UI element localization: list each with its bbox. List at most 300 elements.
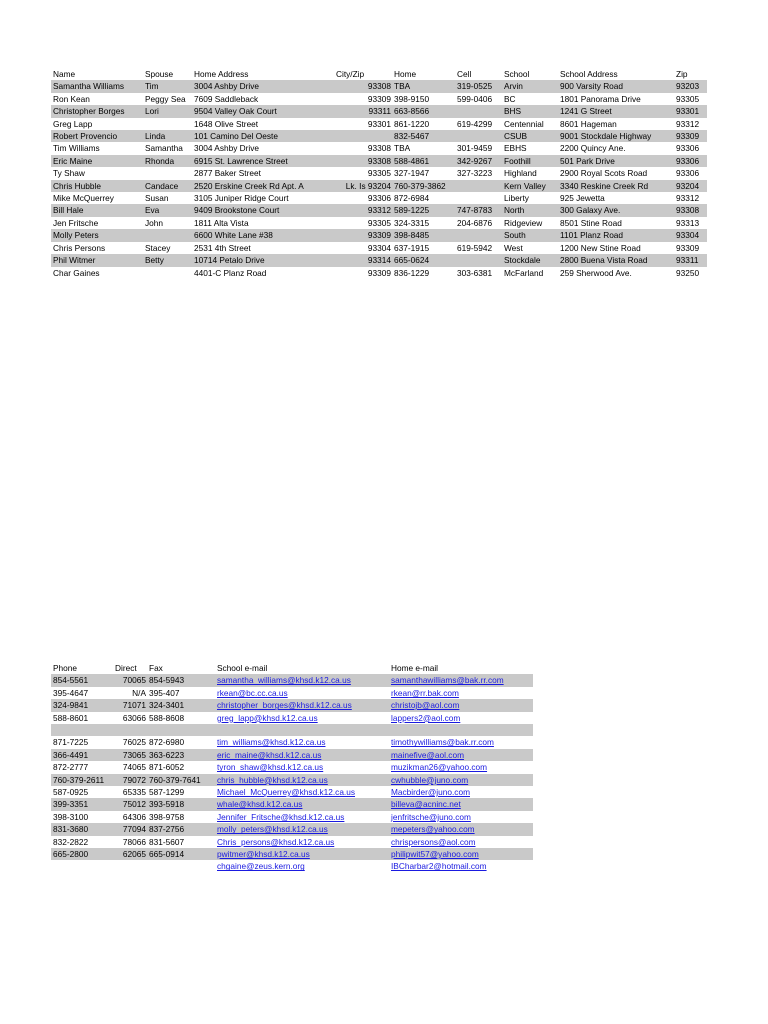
cell-school-email <box>215 786 389 798</box>
cell-cell-phone: 327-3223 <box>457 168 493 179</box>
cell-zip: 93203 <box>674 80 707 92</box>
cell-home-email <box>389 774 533 786</box>
school-email-link[interactable]: pwitmer@khsd.k12.ca.us <box>217 849 310 860</box>
cell-phone: 665-2800 <box>51 848 113 860</box>
cell-phone: 588-8601 <box>53 712 89 723</box>
cell-phone: 760-379-2611 <box>51 774 113 786</box>
cell-city-zip: 93308 <box>334 155 392 167</box>
cell-spouse: Linda <box>143 130 192 142</box>
cell-city-zip: 93305 <box>367 217 391 228</box>
contact-row <box>51 204 707 216</box>
cell-name: Chris Persons <box>53 242 106 253</box>
school-email-link[interactable]: Michael_McQuerrey@khsd.k12.ca.us <box>217 787 356 798</box>
cell-city-zip: 93311 <box>334 105 392 117</box>
email-row <box>51 687 533 699</box>
cell-zip: 93308 <box>674 204 707 216</box>
header-phone: Phone <box>53 663 77 673</box>
cell-spouse: Eva <box>143 204 192 216</box>
header-spouse: Spouse <box>145 69 174 79</box>
cell-city-zip: 93309 <box>334 229 392 241</box>
home-email-link[interactable]: billeva@acninc.net <box>391 799 461 810</box>
home-email-link[interactable]: mepeters@yahoo.com <box>391 824 475 835</box>
cell-spouse: Rhonda <box>143 155 192 167</box>
cell-home-phone: 832-5467 <box>392 130 455 142</box>
cell-school-address: 300 Galaxy Ave. <box>558 204 674 216</box>
cell-phone: 854-5561 <box>51 674 113 686</box>
cell-name: Samantha Williams <box>51 80 143 92</box>
cell-city-zip: 93308 <box>367 143 391 154</box>
cell-home-email <box>389 798 533 810</box>
cell-school-email <box>215 860 389 872</box>
header-zip: Zip <box>676 69 688 79</box>
cell-home-phone: 324-3315 <box>394 217 430 228</box>
cell-phone: 324-9841 <box>51 699 113 711</box>
header-school: School <box>504 69 530 79</box>
cell-fax <box>147 724 215 736</box>
cell-zip: 93312 <box>676 193 700 204</box>
email-row <box>51 811 533 823</box>
cell-phone: 366-4491 <box>51 749 113 761</box>
email-row <box>51 712 533 724</box>
cell-home-email <box>389 848 533 860</box>
email-row <box>51 724 533 736</box>
email-header-row <box>51 662 533 674</box>
email-row <box>51 749 533 761</box>
cell-school-email <box>215 811 389 823</box>
cell-name: Jen Fritsche <box>53 217 99 228</box>
cell-school: BC <box>504 93 516 104</box>
cell-name: Molly Peters <box>51 229 143 241</box>
cell-cell-phone: 204-6876 <box>457 217 493 228</box>
cell-school-email <box>215 774 389 786</box>
cell-school-address: 259 Sherwood Ave. <box>560 267 632 278</box>
cell-home-phone: TBA <box>392 80 455 92</box>
cell-home-email <box>389 811 533 823</box>
cell-cell-phone: 303-6381 <box>457 267 493 278</box>
cell-home-email <box>389 860 533 872</box>
cell-school-address: 2800 Buena Vista Road <box>558 254 674 266</box>
cell-school: Arvin <box>502 80 558 92</box>
cell-school-email <box>215 836 389 848</box>
cell-name: Ty Shaw <box>53 168 85 179</box>
school-email-link[interactable]: greg_lapp@khsd.k12.ca.us <box>217 712 318 723</box>
school-email-link[interactable]: tim_williams@khsd.k12.ca.us <box>217 737 326 748</box>
cell-school: West <box>504 242 523 253</box>
cell-zip: 93250 <box>676 267 700 278</box>
cell-home-email <box>389 674 533 686</box>
school-email-link[interactable]: samantha_williams@khsd.k12.ca.us <box>217 675 351 686</box>
cell-home-email <box>389 724 533 736</box>
cell-zip: 93304 <box>674 229 707 241</box>
cell-zip: 93204 <box>674 180 707 192</box>
cell-cell-phone: 342-9267 <box>455 155 502 167</box>
school-email-link[interactable]: chris_hubble@khsd.k12.ca.us <box>217 774 328 785</box>
contact-header-row <box>51 68 707 80</box>
cell-direct: 70065 <box>113 674 147 686</box>
home-email-link[interactable]: timothywilliams@bak.rr.com <box>391 737 494 748</box>
cell-spouse: John <box>145 217 163 228</box>
cell-fax: 588-8608 <box>149 712 185 723</box>
cell-name: Bill Hale <box>51 204 143 216</box>
cell-name: Phil Witmer <box>51 254 143 266</box>
cell-cell-phone: 599-0406 <box>457 93 493 104</box>
cell-phone: 399-3351 <box>51 798 113 810</box>
cell-school-email <box>215 674 389 686</box>
contact-row <box>51 180 707 192</box>
cell-city-zip: 93308 <box>334 80 392 92</box>
contact-row <box>51 155 707 167</box>
cell-cell-phone <box>455 192 502 204</box>
cell-school: Highland <box>504 168 537 179</box>
header-school-email: School e-mail <box>217 663 268 673</box>
cell-zip: 93309 <box>674 130 707 142</box>
header-city-zip: City/Zip <box>336 69 365 79</box>
cell-city-zip: 93312 <box>334 204 392 216</box>
cell-name: Eric Maine <box>51 155 143 167</box>
cell-zip: 93309 <box>676 242 700 253</box>
cell-direct: 78066 <box>122 836 146 847</box>
cell-name: Char Gaines <box>53 267 100 278</box>
contact-row <box>51 217 707 229</box>
cell-spouse: Lori <box>143 105 192 117</box>
cell-name: Christopher Borges <box>51 105 143 117</box>
cell-spouse: Candace <box>143 180 192 192</box>
cell-cell-phone: 301-9459 <box>457 143 493 154</box>
cell-home-email <box>389 823 533 835</box>
cell-school-address: 501 Park Drive <box>558 155 674 167</box>
cell-school: CSUB <box>502 130 558 142</box>
cell-phone: 872-2777 <box>53 762 89 773</box>
cell-spouse <box>143 118 192 130</box>
cell-cell-phone <box>455 105 502 117</box>
cell-name: Chris Hubble <box>51 180 143 192</box>
cell-cell-phone: 619-5942 <box>457 242 493 253</box>
cell-home-address: 9409 Brookstone Court <box>192 204 334 216</box>
cell-home-phone: TBA <box>394 143 411 154</box>
contact-table <box>51 68 707 279</box>
cell-school: EBHS <box>504 143 527 154</box>
cell-cell-phone <box>455 180 502 192</box>
school-email-link[interactable]: whale@khsd.k12.ca.us <box>217 799 303 810</box>
cell-direct <box>113 860 147 872</box>
cell-name: Mike McQuerrey <box>53 193 114 204</box>
contact-table-sheet <box>51 68 707 279</box>
cell-home-address: 2520 Erskine Creek Rd Apt. A <box>192 180 334 192</box>
cell-spouse: Tim <box>143 80 192 92</box>
cell-city-zip: 93305 <box>367 168 391 179</box>
cell-fax: 587-1299 <box>149 787 185 798</box>
cell-school-address: 1801 Panorama Drive <box>560 93 641 104</box>
cell-cell-phone: 319-0525 <box>455 80 502 92</box>
email-row <box>51 674 533 686</box>
cell-home-address: 2531 4th Street <box>194 242 251 253</box>
cell-phone <box>51 724 113 736</box>
school-email-link[interactable]: christopher_borges@khsd.k12.ca.us <box>217 700 352 711</box>
cell-home-email <box>389 712 533 724</box>
cell-city-zip: 93306 <box>367 193 391 204</box>
cell-name: Ron Kean <box>53 93 90 104</box>
contact-row <box>51 80 707 92</box>
home-email-link[interactable]: chrispersons@aol.com <box>391 836 476 847</box>
email-row <box>51 848 533 860</box>
cell-zip: 93306 <box>674 155 707 167</box>
contact-row <box>51 93 707 105</box>
contact-row <box>51 254 707 266</box>
cell-school-address: 2200 Quincy Ane. <box>560 143 626 154</box>
cell-cell-phone <box>455 229 502 241</box>
email-row <box>51 761 533 773</box>
email-row <box>51 798 533 810</box>
cell-spouse: Samantha <box>145 143 183 154</box>
cell-home-phone: 663-8566 <box>392 105 455 117</box>
contact-row <box>51 105 707 117</box>
email-row <box>51 774 533 786</box>
contact-row <box>51 242 707 254</box>
cell-home-email <box>389 836 533 848</box>
home-email-link[interactable]: rkean@rr.bak.com <box>391 687 459 698</box>
contact-row <box>51 267 707 279</box>
cell-school-address: 1241 G Street <box>558 105 674 117</box>
cell-school-email <box>215 699 389 711</box>
cell-spouse <box>143 267 192 279</box>
cell-phone: 832-2822 <box>53 836 89 847</box>
home-email-link[interactable]: lappers2@aol.com <box>391 712 461 723</box>
email-table-sheet <box>51 662 533 873</box>
cell-school-email <box>215 848 389 860</box>
header-home-email: Home e-mail <box>391 663 439 673</box>
cell-fax: 837-2756 <box>147 823 215 835</box>
cell-home-phone: 588-4861 <box>392 155 455 167</box>
home-email-link[interactable]: Macbirder@juno.com <box>391 787 470 798</box>
cell-spouse: Betty <box>143 254 192 266</box>
cell-fax: 395-407 <box>149 687 180 698</box>
email-row <box>51 699 533 711</box>
cell-fax: 398-9758 <box>149 811 185 822</box>
home-email-link[interactable]: mainefive@aol.com <box>391 749 464 760</box>
email-row <box>51 823 533 835</box>
cell-home-phone: 872-6984 <box>394 193 430 204</box>
email-row <box>51 836 533 848</box>
cell-phone <box>51 860 113 872</box>
cell-phone: 395-4647 <box>53 687 89 698</box>
school-email-link[interactable]: Chris_persons@khsd.k12.ca.us <box>217 836 335 847</box>
cell-fax: 665-0914 <box>147 848 215 860</box>
cell-zip: 93311 <box>674 254 707 266</box>
cell-city-zip: Lk. Is 93204 <box>334 180 392 192</box>
cell-home-address: 6600 White Lane #38 <box>192 229 334 241</box>
cell-home-address: 6915 St. Lawrence Street <box>192 155 334 167</box>
cell-city-zip <box>334 130 392 142</box>
cell-phone: 398-3100 <box>53 811 89 822</box>
cell-direct: 73065 <box>113 749 147 761</box>
school-email-link[interactable]: molly_peters@khsd.k12.ca.us <box>217 824 328 835</box>
cell-spouse: Susan <box>145 193 169 204</box>
cell-spouse <box>143 167 192 179</box>
cell-cell-phone <box>455 130 502 142</box>
cell-school: South <box>502 229 558 241</box>
cell-home-address: 3004 Ashby Drive <box>192 80 334 92</box>
cell-name: Greg Lapp <box>53 118 93 129</box>
cell-direct: 64306 <box>122 811 146 822</box>
cell-school-address: 1200 New Stine Road <box>560 242 641 253</box>
contact-row <box>51 229 707 241</box>
cell-school: Centennial <box>504 118 544 129</box>
cell-fax: 831-5607 <box>149 836 185 847</box>
cell-school-email <box>215 712 389 724</box>
cell-phone: 831-3680 <box>51 823 113 835</box>
cell-school: Stockdale <box>502 254 558 266</box>
cell-phone: 871-7225 <box>53 737 89 748</box>
cell-fax: 324-3401 <box>147 699 215 711</box>
cell-zip: 93313 <box>676 217 700 228</box>
cell-home-phone: 637-1915 <box>394 242 430 253</box>
contact-row <box>51 118 707 130</box>
header-school-address: School Address <box>560 69 618 79</box>
contact-row <box>51 192 707 204</box>
cell-home-phone: 398-9150 <box>394 93 430 104</box>
cell-school-address: 900 Varsity Road <box>558 80 674 92</box>
cell-city-zip: 93309 <box>367 267 391 278</box>
home-email-link[interactable]: muzikman26@yahoo.com <box>391 762 488 773</box>
cell-fax: 872-6980 <box>149 737 185 748</box>
cell-home-phone: 589-1225 <box>392 204 455 216</box>
cell-home-email <box>389 687 533 699</box>
cell-direct: 77094 <box>113 823 147 835</box>
cell-home-phone: 836-1229 <box>394 267 430 278</box>
cell-home-phone: 398-8485 <box>392 229 455 241</box>
cell-school-email <box>215 749 389 761</box>
cell-cell-phone: 747-8783 <box>455 204 502 216</box>
cell-direct: 75012 <box>113 798 147 810</box>
cell-spouse: Stacey <box>145 242 171 253</box>
cell-home-phone: 327-1947 <box>394 168 430 179</box>
cell-home-email <box>389 736 533 748</box>
cell-home-address: 10714 Petalo Drive <box>192 254 334 266</box>
email-row <box>51 860 533 872</box>
school-email-link[interactable]: rkean@bc.cc.ca.us <box>217 687 288 698</box>
cell-school-email <box>215 687 389 699</box>
home-email-link[interactable]: philipwit57@yahoo.com <box>391 849 479 860</box>
cell-school-address: 8601 Hageman <box>560 118 617 129</box>
cell-school: Liberty <box>504 193 529 204</box>
cell-name: Robert Provencio <box>51 130 143 142</box>
email-table <box>51 662 533 873</box>
cell-home-address: 9504 Valley Oak Court <box>192 105 334 117</box>
cell-school-email <box>215 823 389 835</box>
cell-home-address: 101 Camino Del Oeste <box>192 130 334 142</box>
cell-home-phone: 760-379-3862 <box>392 180 455 192</box>
cell-home-email <box>389 699 533 711</box>
cell-direct: 63066 <box>122 712 146 723</box>
cell-school-address: 1101 Planz Road <box>558 229 674 241</box>
cell-school: Kern Valley <box>502 180 558 192</box>
header-direct: Direct <box>115 663 137 673</box>
cell-cell-phone <box>455 254 502 266</box>
cell-city-zip: 93309 <box>367 93 391 104</box>
cell-direct: 62065 <box>113 848 147 860</box>
cell-school: BHS <box>502 105 558 117</box>
cell-home-address: 3004 Ashby Drive <box>194 143 260 154</box>
home-email-link[interactable]: jenfritsche@juno.com <box>391 811 471 822</box>
cell-city-zip: 93304 <box>367 242 391 253</box>
contact-row <box>51 130 707 142</box>
cell-cell-phone: 619-4299 <box>457 118 493 129</box>
cell-school: North <box>502 204 558 216</box>
cell-school-address: 925 Jewetta <box>560 193 605 204</box>
cell-home-address: 1811 Alta Vista <box>194 217 249 228</box>
cell-direct: N/A <box>132 687 146 698</box>
home-email-link[interactable]: christojb@aol.com <box>391 700 460 711</box>
cell-school-address: 3340 Reskine Creek Rd <box>558 180 674 192</box>
cell-home-address: 4401-C Planz Road <box>194 267 267 278</box>
cell-home-phone: 861-1220 <box>394 118 430 129</box>
header-cell: Cell <box>457 69 472 79</box>
cell-direct: 71071 <box>113 699 147 711</box>
cell-direct <box>113 724 147 736</box>
cell-home-address: 3105 Juniper Ridge Court <box>194 193 289 204</box>
cell-school-email <box>215 724 389 736</box>
cell-spouse: Peggy Sea <box>145 93 186 104</box>
cell-direct: 74065 <box>122 762 146 773</box>
cell-zip: 93306 <box>676 143 700 154</box>
cell-direct: 79072 <box>113 774 147 786</box>
cell-home-email <box>389 761 533 773</box>
header-home-address: Home Address <box>194 69 249 79</box>
cell-spouse <box>143 229 192 241</box>
cell-name: Tim Williams <box>53 143 100 154</box>
email-row <box>51 786 533 798</box>
cell-fax: 871-6052 <box>149 762 185 773</box>
contact-row <box>51 142 707 154</box>
cell-zip: 93305 <box>676 93 700 104</box>
school-email-link[interactable]: Jennifer_Fritsche@khsd.k12.ca.us <box>217 811 345 822</box>
cell-school-address: 8501 Stine Road <box>560 217 622 228</box>
cell-school-address: 9001 Stockdale Highway <box>558 130 674 142</box>
school-email-link[interactable]: tyron_shaw@khsd.k12.ca.us <box>217 762 324 773</box>
cell-direct: 65335 <box>122 787 146 798</box>
home-email-link[interactable]: samanthawilliams@bak.rr.com <box>391 675 504 686</box>
cell-fax: 363-6223 <box>147 749 215 761</box>
cell-school-email <box>215 736 389 748</box>
header-fax: Fax <box>149 663 163 673</box>
school-email-link[interactable]: chgaine@zeus.kern.org <box>217 861 305 872</box>
cell-home-address: 2877 Baker Street <box>194 168 261 179</box>
cell-direct: 76025 <box>122 737 146 748</box>
cell-school: McFarland <box>504 267 544 278</box>
cell-city-zip: 93301 <box>367 118 391 129</box>
school-email-link[interactable]: eric_maine@khsd.k12.ca.us <box>217 749 322 760</box>
header-name: Name <box>53 69 76 79</box>
cell-fax: 393-5918 <box>147 798 215 810</box>
cell-zip: 93301 <box>674 105 707 117</box>
cell-fax: 854-5943 <box>147 674 215 686</box>
cell-fax: 760-379-7641 <box>147 774 215 786</box>
cell-home-email <box>389 786 533 798</box>
cell-home-email <box>389 749 533 761</box>
cell-school: Foothill <box>502 155 558 167</box>
cell-zip: 93312 <box>676 118 700 129</box>
cell-school: Ridgeview <box>504 217 543 228</box>
cell-phone: 587-0925 <box>53 787 89 798</box>
cell-school-address: 2900 Royal Scots Road <box>560 168 648 179</box>
cell-home-address: 1648 Olive Street <box>194 118 259 129</box>
cell-school-email <box>215 761 389 773</box>
cell-city-zip: 93314 <box>334 254 392 266</box>
home-email-link[interactable]: cwhubble@juno.com <box>391 774 469 785</box>
home-email-link[interactable]: IBCharbar2@hotmail.com <box>391 861 487 872</box>
email-row <box>51 736 533 748</box>
cell-school-email <box>215 798 389 810</box>
